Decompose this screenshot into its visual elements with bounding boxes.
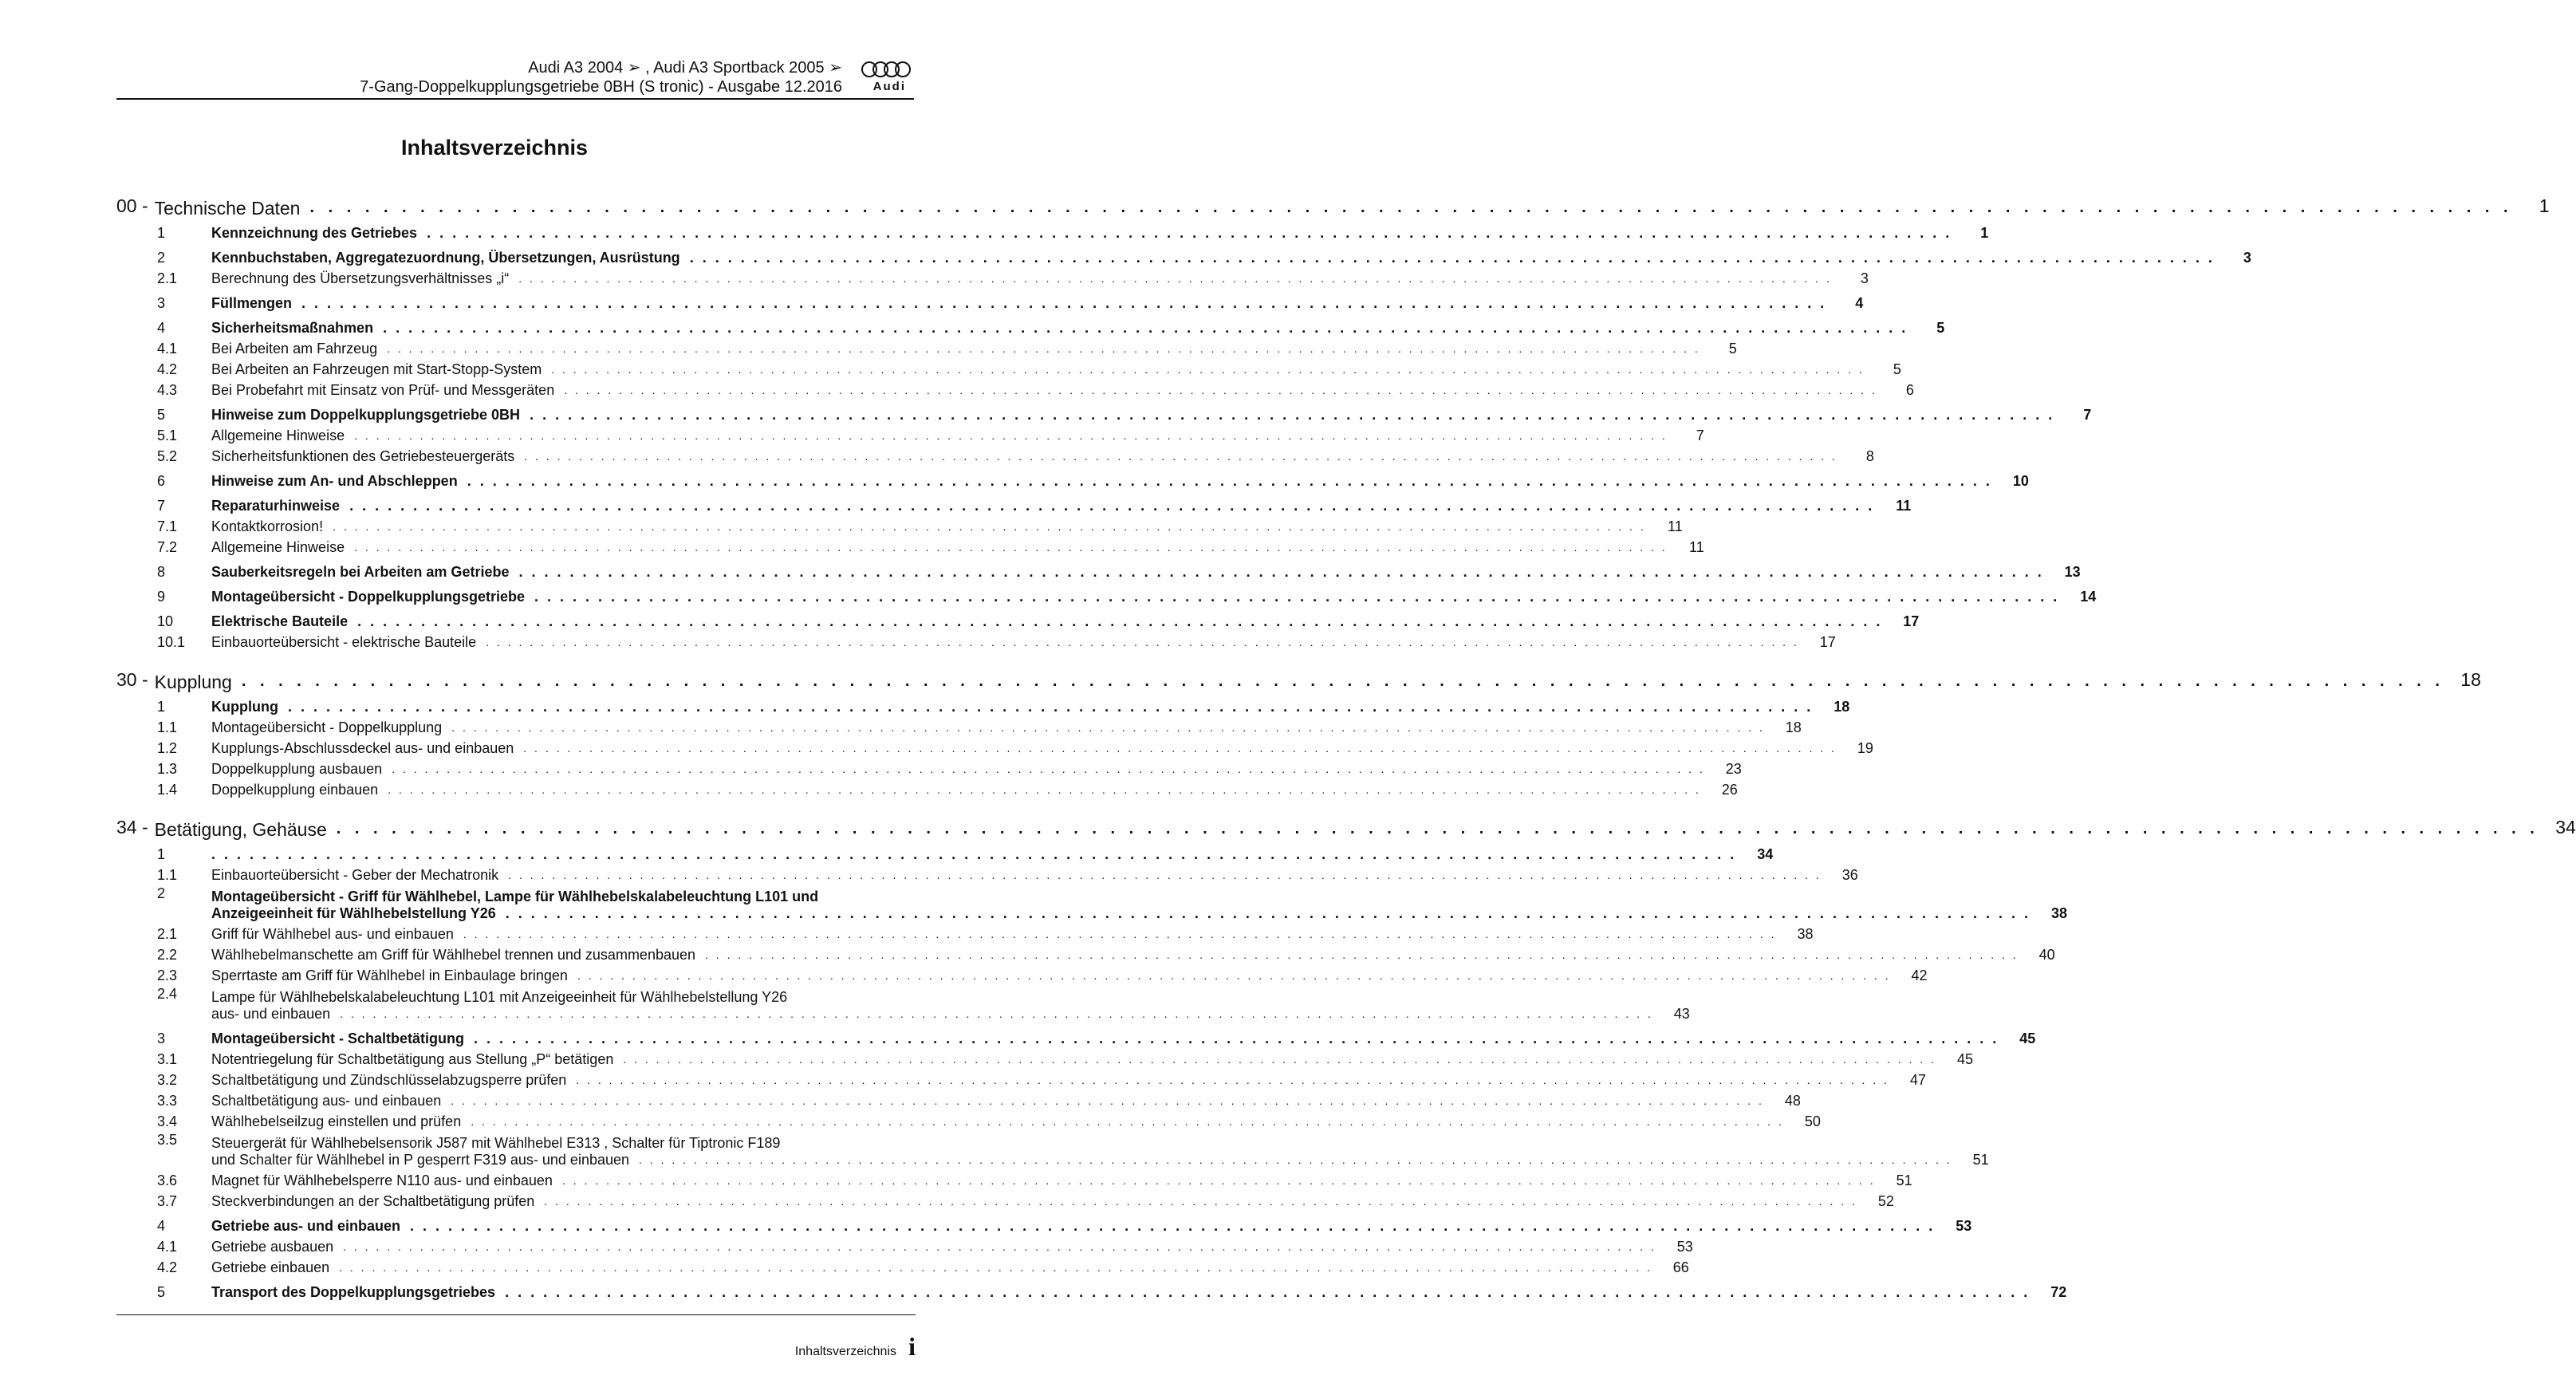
toc-section-row[interactable]	[116, 312, 1945, 337]
toc-subsection-row[interactable]	[116, 630, 1836, 651]
entry-page: 6	[1905, 382, 1914, 398]
chapter-page: 34	[2555, 817, 2576, 837]
toc-subsection-row[interactable]	[116, 444, 1874, 465]
entry-number: 4.3	[157, 382, 178, 398]
toc-section-row[interactable]	[116, 1023, 2036, 1047]
chapter-number: 30 -	[116, 669, 148, 690]
entry-page: 10	[2012, 473, 2029, 489]
entry-title-line2	[211, 1152, 1989, 1168]
dot-leader: . . . . . . . . . . . . . . . . . . . . . . . . . . . . . . . . . . . . . . . . . . . . . . . . . . . . . . . . . . . . . . . . . . . . . . . . . . . . . . . . . . . . . . . . . . . . . . . . . . . . . . . . . . . . . . . . . . . . . . . .	[530, 407, 2055, 423]
entry-number: 6	[157, 473, 166, 489]
entry-title: Hinweise zum Doppelkupplungsgetriebe 0BH	[211, 407, 521, 423]
entry-page: 13	[2064, 564, 2081, 580]
toc-chapter	[116, 662, 2481, 798]
toc-subsection-row[interactable]	[116, 266, 1869, 287]
entry-title: Lampe für Wählhebelskalabeleuchtung L101 mit Anzeigeeinheit für Wählhebelstellung Y26	[211, 989, 788, 1005]
entry-page: 53	[1676, 1239, 1693, 1255]
entry-title: Transport des Doppelkupplungsgetriebes	[211, 1284, 496, 1300]
dot-leader: . . . . . . . . . . . . . . . . . . . . . . . . . . . . . . . . . . . . . . . . . . . . . . . . . . . . . . . . . . . . . . . . . . . . . . . . . . . . . . . . . . . . . . . . . . . . . . . . . . . . . . . . . . . . . . . . . . . . . . . .	[333, 520, 1646, 533]
entry-page: 1	[1980, 225, 1989, 241]
entry-title: Getriebe aus- und einbauen	[211, 1218, 401, 1234]
dot-leader: . . . . . . . . . . . . . . . . . . . . . . . . . . . . . . . . . . . . . . . . . . . . . . . . . . . . . . . . . . . . . . . . . . . . . . . . . . . . . . . . . . . . . . . . . . . . . . . . . . . . . . . . . . . . . . . . . . . . . . . .	[467, 473, 1992, 489]
entry-number: 5.2	[157, 448, 178, 464]
dot-leader: . . . . . . . . . . . . . . . . . . . . . . . . . . . . . . . . . . . . . . . . . . . . . . . . . . . . . . . . . . . . . . . . . . . . . . . . . . . . . . . . . . . . . . . . . . . . . . . . . . . . . . . . . . . . . . . . . . . . . . . .	[392, 763, 1705, 775]
entry-number: 1.3	[157, 761, 178, 777]
dot-leader: . . . . . . . . . . . . . . . . . . . . . . . . . . . . . . . . . . . . . . . . . . . . . . . . . . . . . . . . . . . . . . . . . . . . . . . . . . . . . . . . . . . . . . . . . . . . . . . . . . . . . . . . . . . . . . . . . . . . . . . .	[551, 363, 1865, 376]
dot-leader: . . . . . . . . . . . . . . . . . . . . . . . . . . . . . . . . . . . . . . . . . . . . . . . . . . . . . . . . . . . . . . . . . . . . . . . . . . . . . . . . . . . . . . . . . . . . . . . . . . . . . . . . . . . . . . . . . . . . . . . .	[474, 1031, 1999, 1046]
entry-number: 1.2	[157, 740, 178, 756]
header-vehicle-line: Audi A3 2004 ➢ , Audi A3 Sportback 2005 ➢	[528, 59, 842, 77]
entry-number: 1.1	[157, 719, 178, 735]
toc-subsection-row[interactable]	[116, 984, 1690, 1023]
entry-number: 3	[157, 295, 166, 311]
entry-number: 2.2	[157, 947, 178, 963]
toc-section-row[interactable]	[116, 1276, 2067, 1301]
dot-leader: . . . . . . . . . . . . . . . . . . . . . . . . . . . . . . . . . . . . . . . . . . . . . . . . . . . . . . . . . . . . . . . . . . . . . . . . . . . . . . . . . . . . . . . . . . . . . . . . . . . . . . . . . . . . . . . . . . . . . . . .	[689, 250, 2215, 266]
entry-title-block	[211, 889, 2067, 922]
entry-title: Kennzeichnung des Getriebes	[211, 225, 418, 241]
entry-title-block	[211, 989, 1690, 1023]
page-header	[116, 57, 914, 102]
entry-page: 38	[2050, 905, 2067, 921]
entry-number: 4	[157, 1218, 166, 1234]
dot-leader: . . . . . . . . . . . . . . . . . . . . . . . . . . . . . . . . . . . . . . . . . . . . . . . . . . . . . . . . . . . . . . . . . . . . . . . . . . . . . . . . . . . . . . . . . . . . . . . . . . . . . . . . . . . . . . . . . . . . . . . .	[427, 225, 1952, 241]
dot-leader: . . . . . . . . . . . . . . . . . . . . . . . . . . . . . . . . . . . . . . . . . . . . . . . . . . . . . . . . . . . . . . . . . . . . . . . . . . . . . . . . . . . . . . . . . . . . . . . . . . . . . . . . . . . . . . . . . . . . . . . .	[287, 699, 1814, 715]
toc-subsection-row[interactable]	[116, 1109, 1821, 1130]
entry-page: 34	[1757, 846, 1774, 862]
entry-number: 2.1	[157, 270, 178, 286]
toc-subsection-row[interactable]	[116, 1130, 1989, 1168]
entry-number: 4.1	[157, 341, 178, 357]
dot-leader: . . . . . . . . . . . . . . . . . . . . . . . . . . . . . . . . . . . . . . . . . . . . . . . . . . . . . . . . . . . . . . . . . . . . . . . . . . . . . . . . . . . . . . . . . . . . . . . . . . . . . . . . . . . . . . . . . . . . . . . .	[343, 1240, 1656, 1253]
toc-subsection-row[interactable]	[116, 964, 1928, 984]
entry-title: Getriebe ausbauen	[211, 1239, 334, 1255]
dot-leader: . . . . . . . . . . . . . . . . . . . . . . . . . . . . . . . . . . . . . . . . . . . . . . . . . . . . . . . . . . . . . . . . . . . . . . . . . . . . . . . . . . . . . . . . . . . . . . . . . . . . . . . . . . . . . . . . . . . . . . . .	[639, 1153, 1952, 1166]
entry-number: 4.2	[157, 361, 178, 377]
entry-title: Reparaturhinweise	[211, 498, 341, 514]
toc-subsection-row[interactable]	[116, 757, 1742, 778]
entry-page: 8	[1865, 448, 1874, 464]
entry-title: Hinweise zum An- und Abschleppen	[211, 473, 458, 489]
dot-leader: . . . . . . . . . . . . . . . . . . . . . . . . . . . . . . . . . . . . . . . . . . . . . . . . . . . . . . . . . . . . . . . . . . . . . . . . . . . . . . . . . . . . . . . . . . . . . . . . . . . . . . . . . . . . . . . . . . . . . . . .	[211, 846, 1737, 862]
entry-title: Bei Arbeiten am Fahrzeug	[211, 341, 378, 357]
chapter-page: 18	[2460, 669, 2481, 690]
entry-page: 3	[1860, 270, 1869, 286]
toc-subsection-row[interactable]	[116, 514, 1683, 535]
entry-number: 10.1	[157, 634, 186, 650]
dot-leader: . . . . . . . . . . . . . . . . . . . . . . . . . . . . . . . . . . . . . . . . . . . . . . . . . . . . . . . . . . . . . . . . . . . . . . . . . . . . . . . . . . . . . . . . . . . . . . . . . . . . . . . . . . . . . . . . . . . . . . . .	[387, 342, 1700, 355]
dot-leader: . . . . . . . . . . . . . . . . . . . . . . . . . . . . . . . . . . . . . . . . . . . . . . . . . . . . . . . . . . . . . . . . . . . . . . . . . . . . . . . . . . . . . . . . . . . . . . . . . . . . . . . . . . . . . . . . . . . . . . . .	[564, 384, 1877, 396]
dot-leader: . . . . . . . . . . . . . . . . . . . . . . . . . . . . . . . . . . . . . . . . . . . . . . . . . . . . . . . . . . . . . . . . . . . . . . . . . . . . . . . . . . . . . . . . . . . . . . . . . . . . . . . . . . . . . . . . . . . . . . . .	[340, 1007, 1653, 1020]
entry-page: 17	[1819, 634, 1836, 650]
entry-number: 2.3	[157, 967, 178, 983]
entry-title: Sicherheitsfunktionen des Getriebesteuergeräts	[211, 448, 515, 464]
toc-subsection-row[interactable]	[116, 1255, 1689, 1276]
toc-chapter-row[interactable]	[116, 810, 2576, 840]
entry-title-continued: aus- und einbauen	[211, 1006, 331, 1022]
dot-leader: . . . . . . . . . . . . . . . . . . . . . . . . . . . . . . . . . . . . . . . . . . . . . . . . . . . . . . . . . . . . . . . . . . . . . . . . . . . . . . . . . . . . . . . . . . . . . . . . . . . . . . . . . . . . . . . . . . . . . . . .	[508, 869, 1822, 881]
entry-number: 3.1	[157, 1051, 178, 1067]
chapter-number: 34 -	[116, 817, 148, 837]
toc-section-row[interactable]	[116, 556, 2081, 581]
entry-title: Kontaktkorrosion!	[211, 518, 324, 534]
entry-page: 18	[1785, 719, 1802, 735]
footer-page-number: i	[908, 1332, 916, 1361]
dot-leader: . . . . . . . . . . . . . . . . . . . . . . . . . . . . . . . . . . . . . . . . . . . . . . . . . . . . . . . . . . . . . . . . . . . . . . . . . . . . . . . . . . . . . . . . . . . . . . . . . . . . . . . . . . . . . . . . . . . . . . . .	[349, 498, 1875, 514]
toc-section-row[interactable]	[116, 242, 2251, 266]
dot-leader: . . . . . . . . . . . . . . . . . . . . . . . . . . . . . . . . . . . . . . . . . . . . . . . . . . . . . . . . . . . . . . . . . . . . . . . . . . . . . . . . . . . . . . . . . . . . . . . . . . . . . . . . . . . . . . . . . . . . . . . .	[486, 636, 1799, 648]
entry-title-block	[211, 1135, 1989, 1168]
entry-title: Steckverbindungen an der Schaltbetätigung prüfen	[211, 1193, 535, 1209]
entry-number: 5.1	[157, 428, 178, 443]
entry-title: Kupplung	[211, 699, 278, 715]
dot-leader: . . . . . . . . . . . . . . . . . . . . . . . . . . . . . . . . . . . . . . . . . . . . . . . . . . . . . . . . . . . . . . . . . . . . . . . . . . . . . . . . . . . . . . . . . . . . . . . . . . . . . . . . . . . . . . . . . . . . . . . .	[410, 1218, 1936, 1234]
toc-chapter-row[interactable]	[116, 662, 2481, 692]
toc-section-row[interactable]	[116, 605, 1920, 630]
entry-page: 48	[1784, 1093, 1801, 1109]
dot-leader: . . . . . . . . . . . . . . . . . . . . . . . . . . . . . . . . . . . . . . . . . . . . . . . . . . . . . . . . . . . . . . . . . . . . . . . . . . . . . . . . . . . . . . . . . . . . . . . . . . . . . . . . . . . . . . . . . . . . . . . .	[576, 1074, 1889, 1086]
entry-title: Einbauorteübersicht - Geber der Mechatronik	[211, 867, 499, 883]
toc-subsection-row[interactable]	[116, 715, 1802, 736]
entry-number: 3.3	[157, 1093, 178, 1109]
entry-title: Notentriegelung für Schaltbetätigung aus Stellung „P“ betätigen	[211, 1051, 614, 1067]
entry-title: Doppelkupplung einbauen	[211, 782, 379, 798]
toc-section-row[interactable]	[116, 838, 1774, 863]
entry-number: 3	[157, 1031, 166, 1046]
toc-subsection-row[interactable]	[116, 1235, 1693, 1255]
chapter-title: Technische Daten	[154, 198, 301, 219]
dot-leader: . . . . . . . . . . . . . . . . . . . . . . . . . . . . . . . . . . . . . . . . . . . . . . . . . . . . . . . . . . . . . . . . . . . . . . . . . . . . . . . . . . . . . . . . . . . . . . . . . . . . . . . . . . . . . . . . . . . . . . . .	[523, 742, 1837, 755]
entry-page: 72	[2050, 1284, 2067, 1300]
entry-number: 3.7	[157, 1193, 178, 1209]
entry-page: 5	[1893, 361, 1901, 377]
entry-page: 19	[1857, 740, 1873, 756]
entry-title: Sauberkeitsregeln bei Arbeiten am Getriebe	[211, 564, 510, 580]
entry-title: Getriebe einbauen	[211, 1259, 330, 1275]
chapter-page: 1	[2539, 195, 2550, 216]
entry-title-line2	[211, 905, 2067, 922]
toc-subsection-row[interactable]	[116, 778, 1738, 798]
toc-section-row[interactable]	[116, 884, 2067, 922]
entry-title: Einbauorteübersicht - elektrische Bauteile	[211, 634, 477, 650]
dot-leader: . . . . . . . . . . . . . . . . . . . . . . . . . . . . . . . . . . . . . . . . . . . . . . . . . . . . . . . . . . . . . . . . . . . . . . . . . . . . . . . . . . . . . . . . . . . . . . . . . . . . . . . . . . . . . . . . . . . . . . . .	[544, 1195, 1857, 1208]
toc-section-row[interactable]	[116, 399, 2092, 424]
entry-title: Elektrische Bauteile	[211, 613, 349, 629]
entry-number: 4	[157, 320, 166, 336]
entry-number: 10	[157, 613, 174, 629]
entry-page: 51	[1896, 1172, 1912, 1188]
entry-page: 5	[1936, 320, 1945, 336]
entry-page: 4	[1855, 295, 1864, 311]
entry-page: 53	[1956, 1218, 1972, 1234]
entry-title: Schaltbetätigung aus- und einbauen	[211, 1093, 442, 1109]
toc-section-row[interactable]	[116, 691, 1850, 715]
entry-page: 14	[2080, 589, 2097, 605]
entry-title: Wählhebelmanschette am Griff für Wählhebel trennen und zusammenbauen	[211, 947, 696, 963]
entry-page: 11	[1896, 498, 1912, 514]
toc-chapter	[116, 188, 2550, 651]
entry-title: Bei Probefahrt mit Einsatz von Prüf- und Messgeräten	[211, 382, 555, 398]
entry-title: Montageübersicht - Griff für Wählhebel, Lampe für Wählhebelskalabeleuchtung L101 und	[211, 889, 819, 904]
toc-section-row[interactable]	[116, 581, 2097, 605]
entry-page: 17	[1903, 613, 1920, 629]
toc-section-row[interactable]	[116, 490, 1912, 514]
entry-number: 7.2	[157, 539, 178, 555]
entry-page: 26	[1721, 782, 1738, 798]
page-footer	[116, 1314, 916, 1361]
toc-subsection-row[interactable]	[116, 922, 1814, 943]
chapter-title: Betätigung, Gehäuse	[154, 819, 327, 840]
dot-leader: . . . . . . . . . . . . . . . . . . . . . . . . . . . . . . . . . . . . . . . . . . . . . . . . . . . . . . . . . . . . . . . . . . . . . . . . . . . . . . . . . . . . . . . . . . . . . . . . . . . . . . . . . . . . . . . . . . . . . . . .	[354, 541, 1668, 554]
entry-number: 2.1	[157, 926, 178, 942]
dot-leader: . . . . . . . . . . . . . . . . . . . . . . . . . . . . . . . . . . . . . . . . . . . . . . . . . . . . . . . . . . . . . . . . . . . . . . . . . . . . . . . . . . . . . . . . . . . . . . . . . . . . . . . . . . . . . . . . . . . . . . . .	[505, 1284, 2030, 1300]
page-title: Inhaltsverzeichnis	[400, 136, 589, 160]
entry-page: 11	[1689, 539, 1704, 555]
entry-title: Montageübersicht - Schaltbetätigung	[211, 1031, 465, 1046]
entry-page: 3	[2243, 250, 2251, 266]
dot-leader: . . . . . . . . . . . . . . . . . . . . . . . . . . . . . . . . . . . . . . . . . . . . . . . . . . . . . . . . . . . . . . . . . . . . . . . . . . . . . . . . . . . . . . . . . . . . . . . . . . . . . . . . . . . . . . . . . . . . . . . .	[471, 1115, 1784, 1128]
dot-leader: . . . . . . . . . . . . . . . . . . . . . . . . . . . . . . . . . . . . . . . . . . . . . . . . . . . . . . . . . . . . . . . . . . . . . . . . . . . . . . . . . . . . . . . . . . . . . . . . . . . . . . . . . . . . . . . . . . . . . . . .	[524, 450, 1837, 463]
dot-leader: . . . . . . . . . . . . . . . . . . . . . . . . . . . . . . . . . . . . . . . . . . . . . . . . . . . . . . . . . . . . . . . . . . . . . . . . . . . . . . . . . . . . . . . . . . . . . . . . . . . . . . . . . . . . . . . . . . . . . . . .	[705, 948, 2019, 961]
header-rule	[116, 98, 914, 100]
entry-number: 5	[157, 407, 166, 423]
dot-leader: . . . . . . . . . . . . . . . . . . . . . . . . . . . . . . . . . . . . . . . . . . . . . . . . . . . . . . . . . . . . . . . . . . . . . . . . . . . . . . . . . . . . . . . . . . . . . . . . . . . . . . . . . . . . . . . . . . . . . . . .	[357, 613, 1883, 629]
entry-number: 3.6	[157, 1172, 178, 1188]
toc-subsection-row[interactable]	[116, 1189, 1894, 1210]
entry-page: 45	[2019, 1031, 2036, 1046]
dot-leader: . . . . . . . . . . . . . . . . . . . . . . . . . . . . . . . . . . . . . . . . . . . . . . . . . . . . . . . . . . . . . . . . . . . . . . . . . . . . . . . . . . . . . . . . . . . . . . . . . . . . . . . . . . . . . . . . . . . . . . . .	[241, 672, 2444, 690]
entry-title-continued: Anzeigeeinheit für Wählhebelstellung Y26	[211, 905, 496, 921]
toc-section-row[interactable]	[116, 1210, 1972, 1235]
entry-page: 7	[1696, 428, 1704, 443]
entry-number: 4.2	[157, 1259, 178, 1275]
entry-number: 3.5	[157, 1132, 178, 1148]
entry-title: Allgemeine Hinweise	[211, 428, 345, 443]
entry-title: Sicherheitsmaßnahmen	[211, 320, 374, 336]
chapter-title: Kupplung	[154, 672, 232, 692]
entry-title: Griff für Wählhebel aus- und einbauen	[211, 926, 454, 942]
entry-page: 11	[1668, 518, 1683, 534]
entry-title: Bei Arbeiten an Fahrzeugen mit Start-Stopp-System	[211, 361, 542, 377]
toc-section-row[interactable]	[116, 465, 2029, 490]
entry-page: 40	[2038, 947, 2055, 963]
toc-subsection-row[interactable]	[116, 1047, 1973, 1068]
dot-leader: . . . . . . . . . . . . . . . . . . . . . . . . . . . . . . . . . . . . . . . . . . . . . . . . . . . . . . . . . . . . . . . . . . . . . . . . . . . . . . . . . . . . . . . . . . . . . . . . . . . . . . . . . . . . . . . . . . . . . . . .	[561, 1174, 1876, 1187]
dot-leader: . . . . . . . . . . . . . . . . . . . . . . . . . . . . . . . . . . . . . . . . . . . . . . . . . . . . . . . . . . . . . . . . . . . . . . . . . . . . . . . . . . . . . . . . . . . . . . . . . . . . . . . . . . . . . . . . . . . . . . . .	[451, 721, 1765, 734]
table-of-contents	[116, 188, 2576, 1312]
entry-page: 50	[1804, 1113, 1821, 1129]
dot-leader: . . . . . . . . . . . . . . . . . . . . . . . . . . . . . . . . . . . . . . . . . . . . . . . . . . . . . . . . . . . . . . . . . . . . . . . . . . . . . . . . . . . . . . . . . . . . . . . . . . . . . . . . . . . . . . . . . . . . . . . .	[354, 429, 1668, 442]
toc-subsection-row[interactable]	[116, 943, 2055, 964]
entry-page: 52	[1877, 1193, 1894, 1209]
entry-page: 45	[1956, 1051, 1973, 1067]
toc-section-row[interactable]	[116, 217, 1989, 242]
entry-page: 5	[1728, 341, 1737, 357]
entry-number: 4.1	[157, 1239, 178, 1255]
toc-subsection-row[interactable]	[116, 736, 1873, 757]
toc-subsection-row[interactable]	[116, 424, 1704, 444]
dot-leader: . . . . . . . . . . . . . . . . . . . . . . . . . . . . . . . . . . . . . . . . . . . . . . . . . . . . . . . . . . . . . . . . . . . . . . . . . . . . . . . . . . . . . . . . . . . . . . . . . . . . . . . . . . . . . . . . . . . . . . . .	[388, 783, 1701, 796]
entry-number: 3.2	[157, 1072, 178, 1088]
entry-title-continued: und Schalter für Wählhebel in P gesperrt F319 aus- und einbauen	[211, 1152, 630, 1168]
entry-number: 2	[157, 885, 166, 901]
entry-number: 2	[157, 250, 166, 266]
footer-rule	[116, 1314, 916, 1315]
entry-page: 51	[1972, 1152, 1989, 1168]
dot-leader: . . . . . . . . . . . . . . . . . . . . . . . . . . . . . . . . . . . . . . . . . . . . . . . . . . . . . . . . . . . . . . . . . . . . . . . . . . . . . . . . . . . . . . . . . . . . . . . . . . . . . . . . . . . . . . . . . . . . . . . .	[623, 1053, 1936, 1066]
entry-title: Magnet für Wählhebelsperre N110 aus- und einbauen	[211, 1172, 553, 1188]
entry-page: 42	[1911, 967, 1928, 983]
toc-subsection-row[interactable]	[116, 1089, 1801, 1109]
dot-leader: . . . . . . . . . . . . . . . . . . . . . . . . . . . . . . . . . . . . . . . . . . . . . . . . . . . . . . . . . . . . . . . . . . . . . . . . . . . . . . . . . . . . . . . . . . . . . . . . . . . . . . . . . . . . . . . . . . . . . . . .	[577, 969, 1891, 982]
entry-page: 66	[1672, 1259, 1689, 1275]
entry-number: 1.4	[157, 782, 178, 798]
toc-subsection-row[interactable]	[116, 1068, 1926, 1089]
entry-title: Steuergerät für Wählhebelsensorik J587 mit Wählhebel E313 , Schalter für Tiptronic F189	[211, 1135, 781, 1151]
toc-subsection-row[interactable]	[116, 1168, 1912, 1189]
toc-subsection-row[interactable]	[116, 357, 1901, 378]
entry-title: Berechnung des Übersetzungsverhältnisses „i“	[211, 270, 510, 286]
dot-leader: . . . . . . . . . . . . . . . . . . . . . . . . . . . . . . . . . . . . . . . . . . . . . . . . . . . . . . . . . . . . . . . . . . . . . . . . . . . . . . . . . . . . . . . . . . . . . . . . . . . . . . . . . . . . . . . . . . . . . . . .	[309, 199, 2513, 216]
toc-subsection-row[interactable]	[116, 535, 1704, 556]
entry-number: 8	[157, 564, 166, 580]
dot-leader: . . . . . . . . . . . . . . . . . . . . . . . . . . . . . . . . . . . . . . . . . . . . . . . . . . . . . . . . . . . . . . . . . . . . . . . . . . . . . . . . . . . . . . . . . . . . . . . . . . . . . . . . . . . . . . . . . . . . . . . .	[534, 589, 2060, 605]
toc-chapter	[116, 810, 2576, 1301]
dot-leader: . . . . . . . . . . . . . . . . . . . . . . . . . . . . . . . . . . . . . . . . . . . . . . . . . . . . . . . . . . . . . . . . . . . . . . . . . . . . . . . . . . . . . . . . . . . . . . . . . . . . . . . . . . . . . . . . . . . . . . . .	[463, 928, 1777, 940]
audi-logo-text: Audi	[872, 80, 906, 93]
entry-title: Schaltbetätigung und Zündschlüsselabzugsperre prüfen	[211, 1072, 567, 1088]
entry-title: Füllmengen	[211, 295, 293, 311]
entry-number: 1.1	[157, 867, 178, 883]
entry-number: 3.4	[157, 1113, 178, 1129]
dot-leader: . . . . . . . . . . . . . . . . . . . . . . . . . . . . . . . . . . . . . . . . . . . . . . . . . . . . . . . . . . . . . . . . . . . . . . . . . . . . . . . . . . . . . . . . . . . . . . . . . . . . . . . . . . . . . . . . . . . . . . . .	[518, 272, 1832, 285]
entry-page: 18	[1834, 699, 1850, 715]
header-manual-line: 7-Gang-Doppelkupplungsgetriebe 0BH (S tronic) - Ausgabe 12.2016	[360, 78, 842, 96]
footer-label: Inhaltsverzeichnis	[794, 1345, 896, 1358]
dot-leader: . . . . . . . . . . . . . . . . . . . . . . . . . . . . . . . . . . . . . . . . . . . . . . . . . . . . . . . . . . . . . . . . . . . . . . . . . . . . . . . . . . . . . . . . . . . . . . . . . . . . . . . . . . . . . . . . . . . . . . . .	[518, 564, 2044, 580]
entry-title: Montageübersicht - Doppelkupplung	[211, 719, 443, 735]
entry-title: Allgemeine Hinweise	[211, 539, 345, 555]
entry-page: 38	[1797, 926, 1814, 942]
entry-number: 1	[157, 846, 166, 862]
entry-page: 47	[1909, 1072, 1926, 1088]
dot-leader: . . . . . . . . . . . . . . . . . . . . . . . . . . . . . . . . . . . . . . . . . . . . . . . . . . . . . . . . . . . . . . . . . . . . . . . . . . . . . . . . . . . . . . . . . . . . . . . . . . . . . . . . . . . . . . . . . . . . . . . .	[301, 295, 1827, 311]
toc-section-row[interactable]	[116, 287, 1864, 312]
entry-title: Montageübersicht - Doppelkupplungsgetriebe	[211, 589, 526, 605]
entry-number: 2.4	[157, 986, 178, 1002]
toc-chapter-row[interactable]	[116, 188, 2550, 219]
entry-number: 7.1	[157, 518, 178, 534]
entry-title: Wählhebelseilzug einstellen und prüfen	[211, 1113, 462, 1129]
entry-page: 7	[2083, 407, 2092, 423]
entry-title-line2	[211, 1006, 1690, 1023]
dot-leader: . . . . . . . . . . . . . . . . . . . . . . . . . . . . . . . . . . . . . . . . . . . . . . . . . . . . . . . . . . . . . . . . . . . . . . . . . . . . . . . . . . . . . . . . . . . . . . . . . . . . . . . . . . . . . . . . . . . . . . . .	[451, 1094, 1764, 1107]
entry-number: 5	[157, 1284, 166, 1300]
toc-subsection-row[interactable]	[116, 378, 1914, 399]
entry-number: 1	[157, 225, 166, 241]
dot-leader: . . . . . . . . . . . . . . . . . . . . . . . . . . . . . . . . . . . . . . . . . . . . . . . . . . . . . . . . . . . . . . . . . . . . . . . . . . . . . . . . . . . . . . . . . . . . . . . . . . . . . . . . . . . . . . . . . . . . . . . .	[505, 905, 2030, 921]
chapter-number: 00 -	[116, 195, 148, 216]
entry-title: Doppelkupplung ausbauen	[211, 761, 383, 777]
toc-subsection-row[interactable]	[116, 337, 1737, 357]
entry-page: 23	[1725, 761, 1742, 777]
entry-title: Kupplungs-Abschlussdeckel aus- und einbauen	[211, 740, 514, 756]
entry-title: Sperrtaste am Griff für Wählhebel in Einbaulage bringen	[211, 967, 568, 983]
toc-subsection-row[interactable]	[116, 863, 1858, 884]
entry-title: Kennbuchstaben, Aggregatezuordnung, Übersetzungen, Ausrüstung	[211, 250, 680, 266]
dot-leader: . . . . . . . . . . . . . . . . . . . . . . . . . . . . . . . . . . . . . . . . . . . . . . . . . . . . . . . . . . . . . . . . . . . . . . . . . . . . . . . . . . . . . . . . . . . . . . . . . . . . . . . . . . . . . . . . . . . . . . . .	[339, 1261, 1652, 1274]
entry-page: 36	[1841, 867, 1858, 883]
entry-page: 43	[1673, 1006, 1690, 1022]
entry-number: 7	[157, 498, 166, 514]
entry-number: 1	[157, 699, 166, 715]
entry-number: 9	[157, 589, 166, 605]
dot-leader: . . . . . . . . . . . . . . . . . . . . . . . . . . . . . . . . . . . . . . . . . . . . . . . . . . . . . . . . . . . . . . . . . . . . . . . . . . . . . . . . . . . . . . . . . . . . . . . . . . . . . . . . . . . . . . . . . . . . . . . .	[336, 820, 2539, 837]
dot-leader: . . . . . . . . . . . . . . . . . . . . . . . . . . . . . . . . . . . . . . . . . . . . . . . . . . . . . . . . . . . . . . . . . . . . . . . . . . . . . . . . . . . . . . . . . . . . . . . . . . . . . . . . . . . . . . . . . . . . . . . .	[383, 320, 1908, 336]
